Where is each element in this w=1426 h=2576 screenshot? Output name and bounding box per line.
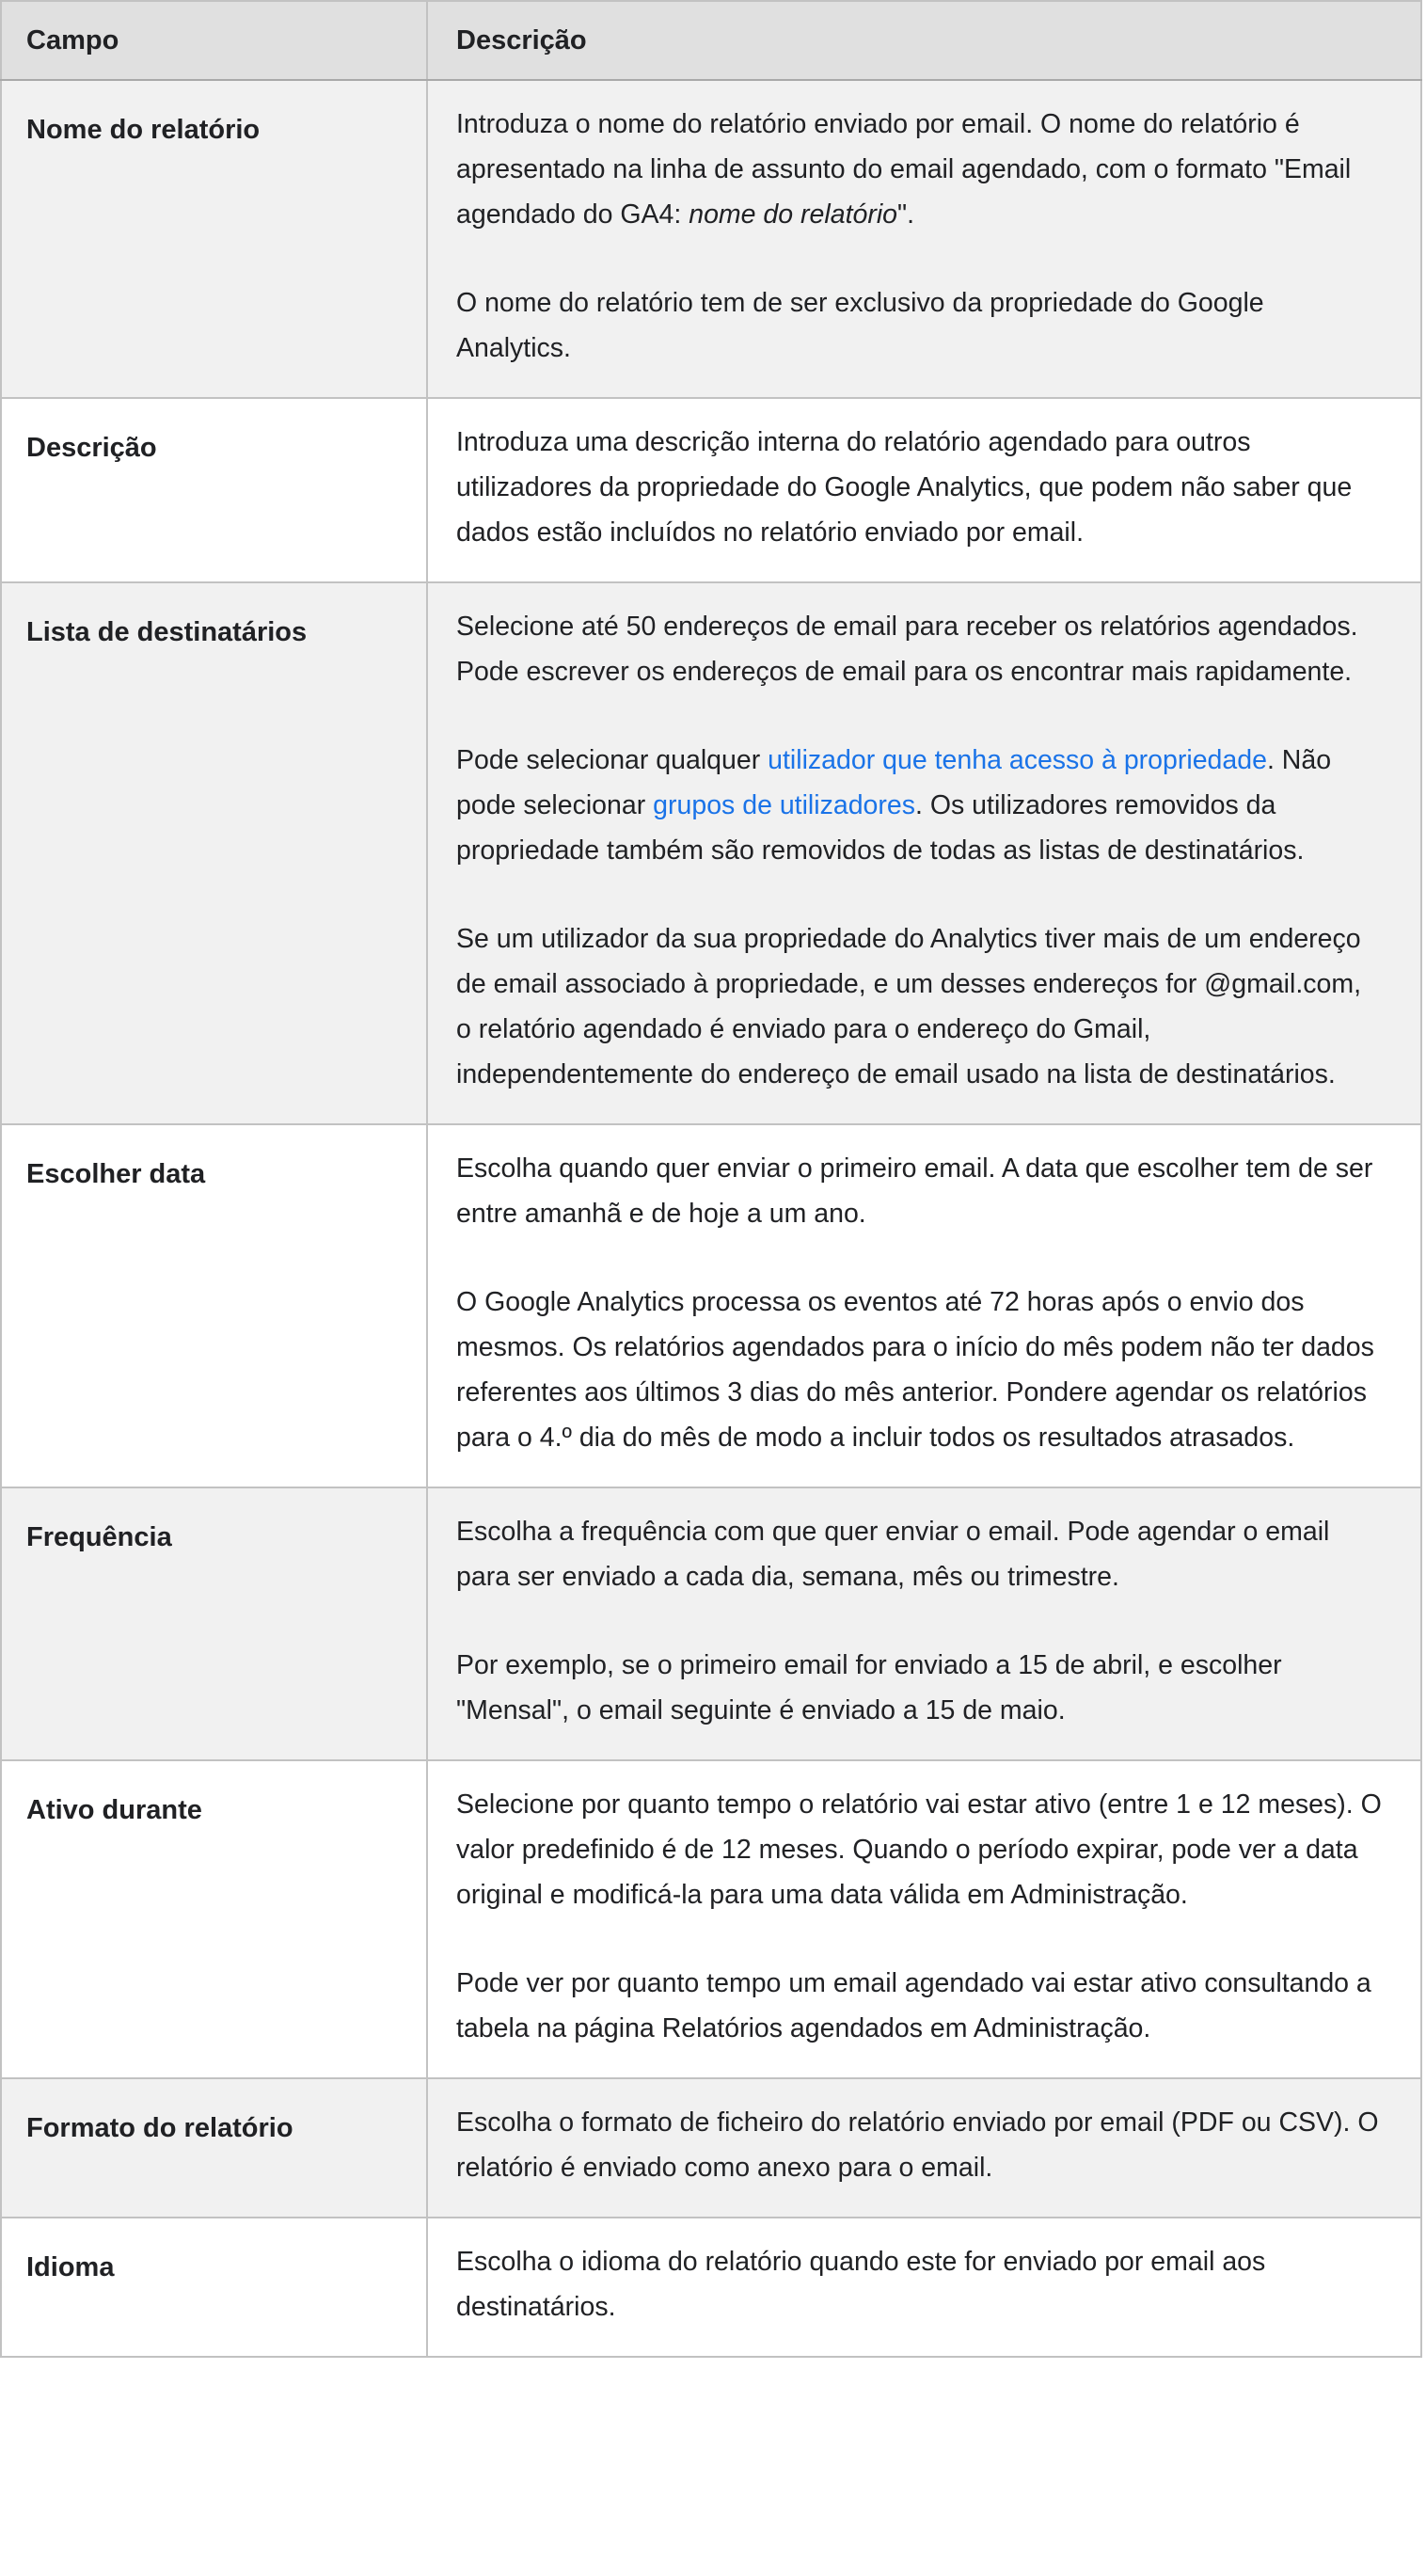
description-cell: [427, 1124, 1421, 1487]
field-label: Idioma: [26, 2252, 115, 2282]
inline-link[interactable]: grupos de utilizadores: [653, 790, 915, 820]
description-paragraph: [456, 1782, 1383, 1917]
table-row: [1, 2218, 1421, 2357]
text-segment: Introduza uma descrição interna do relatório agendado para outros utilizadores da propriedade do Google Analytics, que podem não saber que dados estão incluídos no relatório enviado por email.: [456, 427, 1353, 548]
text-segment: Pode selecionar qualquer: [456, 745, 768, 775]
table-body: [1, 80, 1421, 2357]
description-paragraph: [456, 916, 1383, 1097]
header-row: [1, 1, 1421, 80]
field-cell: [1, 2078, 427, 2218]
text-segment: Selecione até 50 endereços de email para receber os relatórios agendados. Pode escrever os endereços de email para os encontrar mais rapidamente.: [456, 612, 1358, 687]
field-cell: [1, 582, 427, 1124]
description-paragraph: [456, 738, 1383, 873]
description-paragraph: [456, 1509, 1383, 1599]
table-header: [1, 1, 1421, 80]
table-row: [1, 1487, 1421, 1760]
column-header-campo: Campo: [1, 1, 427, 80]
text-segment: O nome do relatório tem de ser exclusivo da propriedade do Google Analytics.: [456, 288, 1264, 363]
field-label: Formato do relatório: [26, 2113, 293, 2143]
text-segment: Escolha o idioma do relatório quando este for enviado por email aos destinatários.: [456, 2247, 1266, 2322]
table-row: [1, 1124, 1421, 1487]
text-segment: Pode ver por quanto tempo um email agendado vai estar ativo consultando a tabela na página Relatórios agendados em Administração.: [456, 1968, 1371, 2043]
field-label: Nome do relatório: [26, 115, 261, 145]
description-paragraph: [456, 1146, 1383, 1236]
field-cell: [1, 398, 427, 582]
column-header-descricao: Descrição: [427, 1, 1421, 80]
field-label: Descrição: [26, 433, 157, 463]
description-paragraph: [456, 2100, 1383, 2190]
field-label: Lista de destinatários: [26, 617, 308, 647]
text-segment: . Não pode selecionar: [456, 745, 1332, 820]
field-cell: [1, 1124, 427, 1487]
text-segment: . Os utilizadores removidos da propriedade também são removidos de todas as listas de destinatários.: [456, 790, 1305, 866]
text-segment: Escolha quando quer enviar o primeiro email. A data que escolher tem de ser entre amanhã e de hoje a um ano.: [456, 1153, 1373, 1229]
table-row: [1, 2078, 1421, 2218]
description-paragraph: [456, 420, 1383, 555]
description-cell: [427, 80, 1421, 398]
description-paragraph: [456, 2239, 1383, 2330]
field-label: Escolher data: [26, 1159, 206, 1189]
field-label: Ativo durante: [26, 1795, 202, 1825]
description-paragraph: [456, 280, 1383, 371]
table-row: [1, 582, 1421, 1124]
text-segment: O Google Analytics processa os eventos até 72 horas após o envio dos mesmos. Os relatórios agendados para o início do mês podem não ter dados referentes aos últimos 3 dias do mês anterior. Pondere agendar os relatórios para o 4.º dia do mês de modo a incluir todos os resultados atrasados.: [456, 1287, 1374, 1453]
field-cell: [1, 1760, 427, 2078]
inline-link[interactable]: utilizador que tenha acesso à propriedade: [768, 745, 1267, 775]
text-segment: Introduza o nome do relatório enviado por email. O nome do relatório é apresentado na linha de assunto do email agendado, com o formato "Email agendado do GA4:: [456, 109, 1352, 230]
text-segment: Se um utilizador da sua propriedade do Analytics tiver mais de um endereço de email associado à propriedade, e um desses endereços for @gmail.com, o relatório agendado é enviado para o endereço do Gmail, independentemente do endereço de email usado na lista de destinatários.: [456, 924, 1362, 1089]
text-segment: Escolha a frequência com que quer enviar o email. Pode agendar o email para ser enviado a cada dia, semana, mês ou trimestre.: [456, 1517, 1330, 1592]
table-row: [1, 1760, 1421, 2078]
description-cell: [427, 582, 1421, 1124]
italic-text: nome do relatório: [689, 199, 898, 230]
description-cell: [427, 2078, 1421, 2218]
text-segment: ".: [897, 199, 915, 230]
description-cell: [427, 1760, 1421, 2078]
description-paragraph: [456, 604, 1383, 694]
text-segment: Selecione por quanto tempo o relatório vai estar ativo (entre 1 e 12 meses). O valor predefinido é de 12 meses. Quando o período expirar, pode ver a data original e modificá-la para uma data válida em Administração.: [456, 1789, 1382, 1910]
description-paragraph: [456, 102, 1383, 237]
table-row: [1, 80, 1421, 398]
table-row: [1, 398, 1421, 582]
description-paragraph: [456, 1961, 1383, 2051]
field-cell: [1, 2218, 427, 2357]
description-cell: [427, 1487, 1421, 1760]
text-segment: Por exemplo, se o primeiro email for enviado a 15 de abril, e escolher "Mensal", o email seguinte é enviado a 15 de maio.: [456, 1650, 1282, 1725]
description-paragraph: [456, 1643, 1383, 1733]
description-paragraph: [456, 1280, 1383, 1460]
field-cell: [1, 1487, 427, 1760]
field-label: Frequência: [26, 1522, 172, 1552]
description-cell: [427, 2218, 1421, 2357]
text-segment: Escolha o formato de ficheiro do relatório enviado por email (PDF ou CSV). O relatório é enviado como anexo para o email.: [456, 2107, 1379, 2183]
description-cell: [427, 398, 1421, 582]
field-cell: [1, 80, 427, 398]
